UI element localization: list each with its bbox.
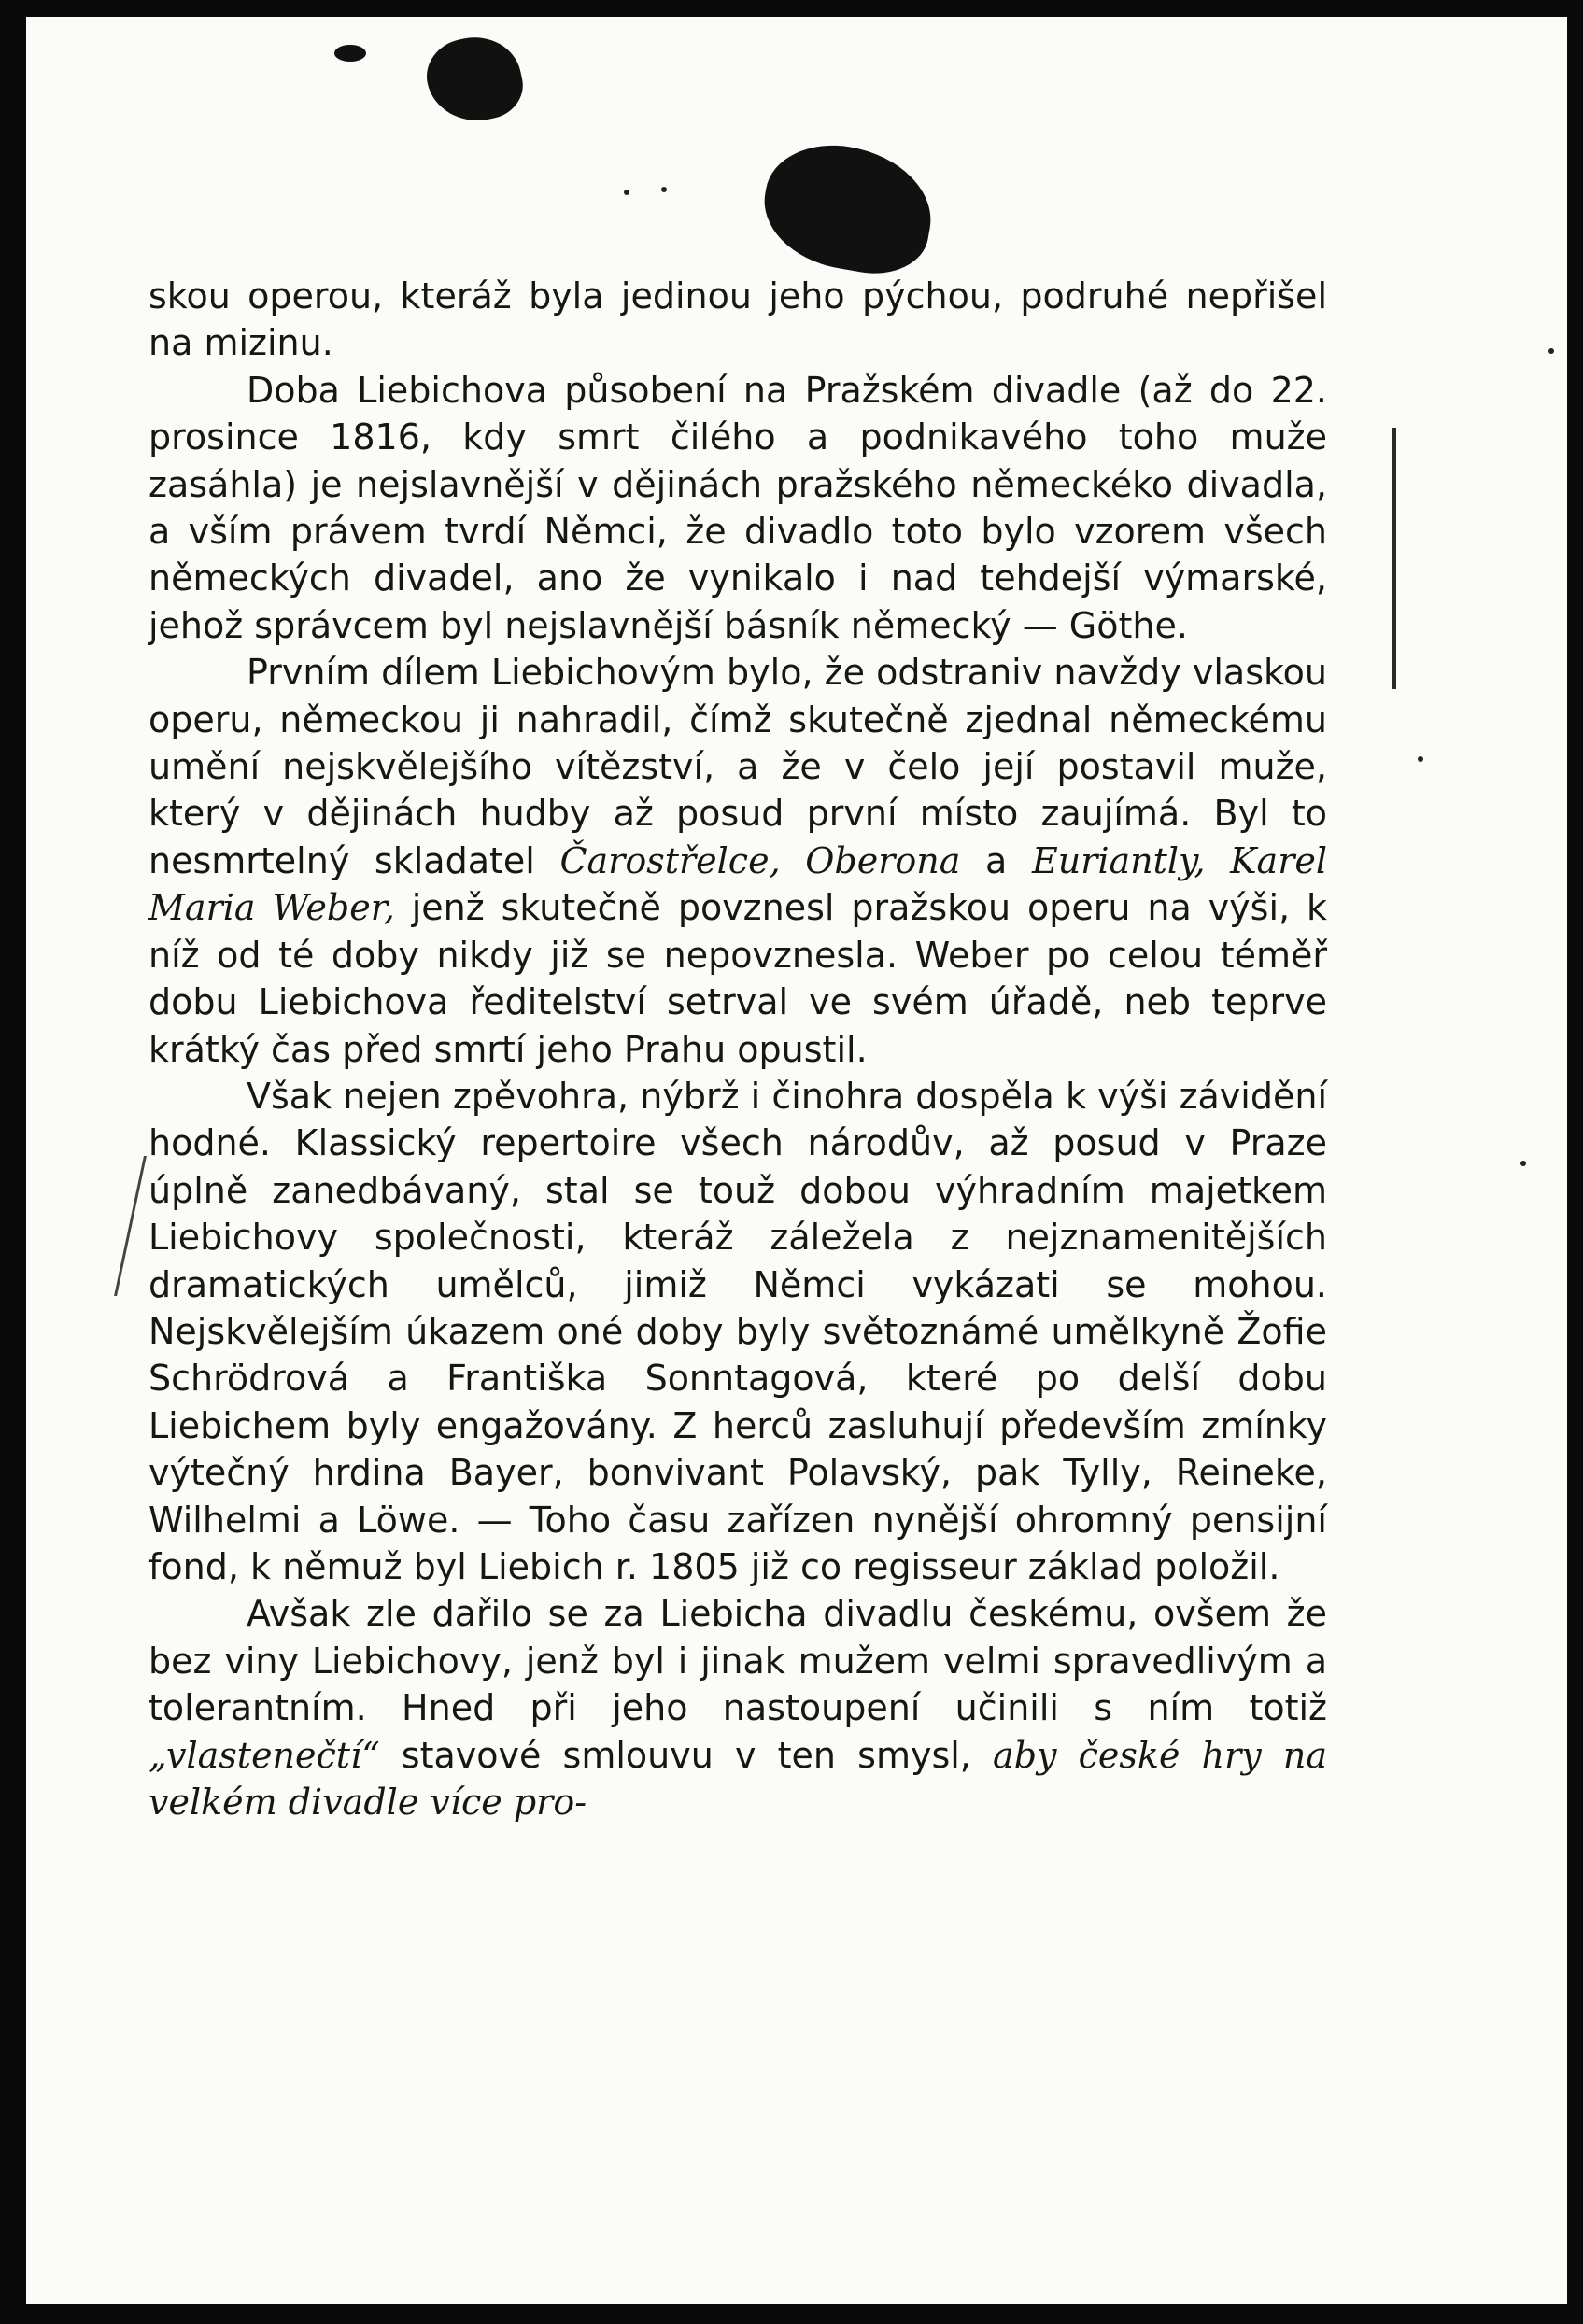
paragraph-text: jenž skutečně povznesl pražskou operu na výši, k níž od té doby nikdy již se nepovznesla. Weber po celou téměř dobu Liebichova ředitelství setrval ve svém úřadě, neb teprve krátký čas před smrtí jeho Prahu opustil. (148, 887, 1327, 1070)
paragraph-text: Však nejen zpěvohra, nýbrž i činohra dospěla k výši závidění hodné. Klassický repertoire všech národův, až posud v Praze úplně zanedbávaný, stal se touž dobou výhradním majetkem Liebichovy společnosti, kteráž záležela z nejznamenitějších dramatických umělců, jimiž Němci vykázati se mohou. Nejskvělejším úkazem oné doby byly světoznámé umělkyně Žofie Schrödrová a Františka Sonntagová, které po delší dobu Liebichem byly engažovány. Z herců zasluhují především zmínky výtečný hrdina Bayer, bonvivant Polavský, pak Tylly, Reineke, Wilhelmi a Löwe. — Toho času zařízen nynější ohromný pensijní fond, k němuž byl Liebich r. 1805 již co regisseur základ položil. (148, 1075, 1327, 1587)
ink-blot (334, 45, 366, 62)
italic-text: Euriantly, Karel Maria Weber, (148, 839, 1328, 929)
ink-speck (1548, 348, 1554, 354)
paragraph (148, 273, 1327, 367)
italic-text: „vlastenečtí“ (148, 1734, 380, 1776)
ink-blot (420, 29, 530, 131)
margin-mark (1392, 428, 1396, 689)
paragraph (148, 1590, 1327, 1825)
paragraph-text: stavové smlouvu v ten smysl, (379, 1734, 994, 1776)
paragraph-text: a (960, 839, 1032, 881)
paragraph-text: Avšak zle dařilo se za Liebicha divadlu českému, ovšem že bez viny Liebichovy, jenž byl i jinak mužem velmi spravedlivým a tolerantním. Hned při jeho nastoupení učinili s ním totiž (148, 1593, 1327, 1729)
paragraph (148, 1073, 1327, 1590)
ink-speck (661, 187, 667, 192)
paragraph-text: Doba Liebichova působení na Pražském divadle (až do 22. prosince 1816, kdy smrt čilého a podnikavého toho muže zasáhla) je nejslavnější v dějinách pražského německéko divadla, a vším právem tvrdí Němci, že divadlo toto bylo vzorem všech německých divadel, ano že vynikalo i nad tehdejší výmarské, jehož správcem byl nejslavnější básník německý — Göthe. (148, 369, 1327, 646)
paragraph-text: Prvním dílem Liebichovým bylo, že odstraniv navždy vlaskou operu, německou ji nahradil, čímž skutečně zjednal německému umění nejskvělejšího vítězství, a že v čelo její postavil muže, který v dějinách hudby až posud první místo zaujímá. Byl to nesmrtelný skladatel (148, 652, 1327, 881)
paragraph (148, 367, 1327, 649)
italic-text: Čarostřelce, Oberona (559, 839, 961, 881)
paragraph (148, 649, 1327, 1073)
ink-blot (755, 134, 941, 282)
paragraph-text: skou operou, kteráž byla jedinou jeho pýchou, podruhé nepřišel na mizinu. (148, 275, 1327, 364)
body-text (148, 273, 1327, 1825)
italic-text: aby české hry na velkém divadle více pro- (148, 1734, 1327, 1823)
ink-speck (1418, 756, 1423, 762)
ink-speck (624, 190, 629, 195)
ink-speck (1520, 1161, 1526, 1166)
